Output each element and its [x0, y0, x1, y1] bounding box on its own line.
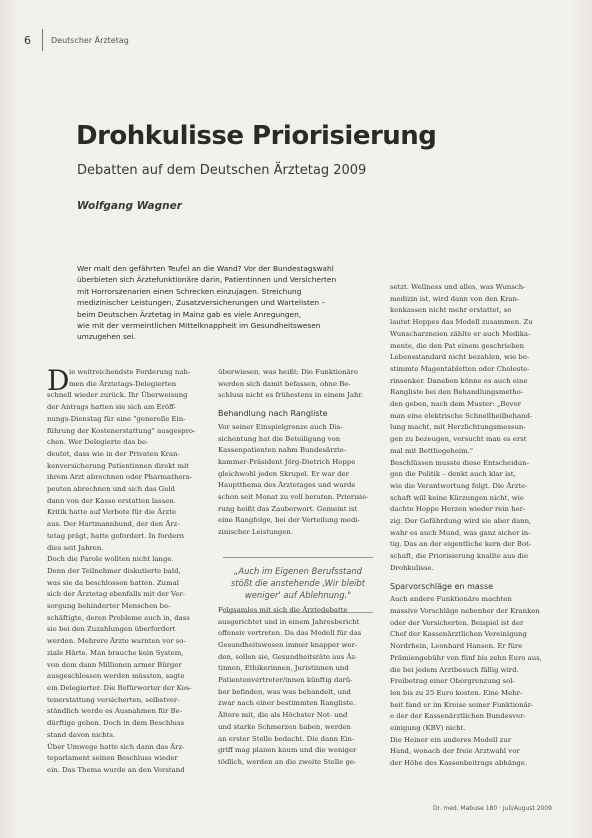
text-line: kammer-Präsident Jörg-Dietrich Hoppe: [218, 457, 356, 466]
text-line: chen. Wer Delegierte das be-: [47, 438, 149, 447]
text-line: Patientenvertreter/innen künftig darü-: [218, 676, 353, 685]
text-line: ber befinden, was was behandelt, und: [218, 687, 351, 696]
text-line: werden sich damit befassen, ohne Be-: [218, 379, 351, 388]
text-line: überwiesen, was heißt: Die Funktionäre: [218, 368, 359, 376]
text-line: der Antrags hatten sie sich am Eröff-: [47, 403, 177, 412]
text-line: griff mag planen kaum und die weniger: [218, 746, 357, 755]
column-middle-intro: [218, 367, 376, 402]
text-line: ein Delegierter. Die Befürworter der Kos-: [47, 683, 192, 692]
text-line: stand davon nichts.: [47, 730, 116, 739]
subhead-behandlung: Behandlung nach Rangliste: [218, 409, 328, 419]
article-title: Drohkulisse Priorisierung: [76, 121, 437, 151]
text-line: offensiv vertreten. Da das Modell für das: [218, 629, 362, 638]
text-line: dann von der Kasse erstatten lassen.: [47, 496, 176, 505]
lead-line: wie mit der vermeintlichen Mittelknappheit im Gesundheitswesen: [77, 321, 321, 331]
text-line: sich der Ärztetag ebenfalls mit der Ver-: [47, 590, 185, 599]
text-line: peuten abrechnen und sich das Geld: [47, 485, 175, 494]
text-line: rung heißt das Zauberwort. Gemeint ist: [218, 504, 358, 513]
lead-line: überbieten sich Ärztefunktionäre darin, Patientinnen und Versicherten: [77, 275, 337, 285]
text-line: dies seit Jahren.: [47, 543, 104, 552]
text-line: man eine elektrische Schnellheilbehand-: [390, 411, 533, 420]
text-line: heit fand er im Kreise seiner Funktionär-: [390, 700, 534, 709]
text-line: aus. Der Hartmannbund, der den Ärz-: [47, 520, 180, 529]
lead-line: beim Deutschen Ärztetag in Mainz gab es viele Anregungen,: [77, 309, 302, 319]
pull-quote-line: stößt die anstehende ‚Wir bleibt: [230, 578, 366, 588]
text-line: ständlich werde es Ausnahmen für Be-: [47, 707, 183, 716]
text-line: gen zu bezeugen, versucht man es erst: [390, 435, 527, 444]
article-subtitle: Debatten auf dem Deutschen Ärztetag 2009: [77, 163, 367, 178]
text-line: ein. Das Thema wurde an den Vorstand: [47, 765, 185, 774]
text-line: len bis zu 25 Euro kosten. Eine Mehr-: [390, 688, 523, 697]
text-line: wahr es auch Mund, was ganz sicher in-: [390, 528, 531, 537]
text-line: zwar nach einer bestimmten Rangliste.: [218, 699, 356, 708]
text-line: den, sollen sie, Gesundheitsräte aus Äz-: [218, 652, 358, 661]
text-line: rinsenker. Daneben könne es auch eine: [390, 376, 528, 385]
text-line: mal mit Bettliegeheim.": [390, 446, 474, 455]
header-divider: [42, 29, 43, 51]
text-line: schaft will keine Kürzungen nicht, wie: [390, 493, 524, 502]
text-line: Lebensstandard nicht bezahlen, wie be-: [390, 353, 530, 362]
text-line: Folgsamlos mit sich die Ärztedebatte: [218, 605, 348, 614]
text-line: Nordrhein, Leonhard Hansen. Er füre: [390, 642, 523, 651]
text-line: Wunscharzneien zählte er auch Medika-: [390, 329, 531, 338]
lead-line: mit Horrorszenarien einen Schrecken einzujagen. Streichung: [77, 286, 302, 296]
article-lead: [77, 263, 352, 343]
text-line: wie die Verantwortung folgt. Die Ärzte-: [390, 481, 528, 490]
drop-cap: D: [47, 364, 70, 397]
text-line: Denn der Teilnehmer diskutierte bald,: [47, 566, 181, 575]
text-line: Hand, wonach der freie Arztwahl vor: [390, 747, 520, 756]
text-line: men die Ärztetags-Delegierten: [69, 379, 177, 388]
text-line: dachte Hoppe Herzen wieder rein her-: [390, 505, 526, 514]
text-line: teparlament seinen Beschluss wieder: [47, 754, 178, 763]
page-footer: Dr. med. Mabuse 180 · Juli/August 2009: [433, 805, 552, 812]
text-line: nungs-Dienstag für eine "generelle Ein-: [47, 414, 186, 423]
section-label: Deutscher Ärztetag: [51, 35, 129, 45]
text-line: lautet Hoppes das Modell zusammen. Zu: [390, 318, 533, 327]
lead-line: umzugehen sei.: [77, 332, 136, 342]
subhead-sparvorschlaege: Sparvorschläge en masse: [390, 581, 494, 591]
text-line: Gesundheitswesen immer knapper wer-: [218, 640, 358, 649]
pull-quote-line: „Auch im Eigenen Berufsstand: [234, 566, 362, 576]
column-middle-body: [218, 422, 376, 539]
text-line: Kassenpatienten nahm Bundesärzte-: [218, 446, 347, 455]
text-line: Freibetrag einer Obergrenzung sol-: [390, 677, 515, 686]
text-line: gen die Politik – denkt auch klar ist,: [390, 470, 516, 479]
text-line: den geben, nach dem Muster: „Bevor: [390, 400, 521, 409]
text-line: Rangliste bei den Behandlungsmetho-: [390, 388, 524, 397]
text-line: Drohkulisse.: [390, 563, 434, 572]
text-line: Doch die Parole wollten nicht lange.: [47, 555, 174, 564]
pull-quote: [223, 557, 373, 613]
running-header: [24, 30, 129, 50]
text-line: und starke Schmerzen haben, werden: [218, 722, 351, 731]
text-line: dürftige geben. Doch in dem Beschluss: [47, 719, 185, 728]
text-line: zinischer Leistungen.: [218, 528, 294, 537]
text-line: einigung (KBV) nicht.: [390, 724, 466, 733]
text-line: schaft, die Priorisierung knallte aus die: [390, 552, 529, 561]
text-line: sie bei den Zuzahlungen überfordert: [47, 625, 176, 634]
text-line: was sie da beschlossen hatten. Zumal: [47, 578, 179, 587]
column-right: [390, 282, 550, 770]
column-middle-continued: [218, 605, 376, 769]
text-line: oder der Versicherten. Beispiel ist der: [390, 618, 524, 627]
lead-line: Wer malt den gefährten Teufel an die Wand? Vor der Bundestagswahl: [77, 264, 334, 273]
article-author: Wolfgang Wagner: [77, 200, 182, 212]
text-line: massive Vorschläge nebenher der Kranken: [390, 606, 540, 615]
text-line: tetag prägt, hatte gefordert. In fordern: [47, 531, 185, 540]
column-left: [47, 364, 205, 777]
text-line: lung macht, mit Herzlichtungsmessun-: [390, 423, 526, 432]
text-line: kenversicherung Patientinnen direkt mit: [47, 461, 189, 470]
text-line: kenkassen nicht mehr erstattet, so: [390, 306, 512, 315]
text-line: Beschlüssen musste diese Entscheidun-: [390, 458, 529, 467]
text-line: ziale Härte. Man brauche kein System,: [47, 648, 184, 657]
text-line: schnell wieder zurück. Ihr Überweisung: [47, 391, 188, 400]
text-line: Hauptthema des Ärztetages und wurde: [218, 481, 356, 490]
column-right-body: [390, 594, 550, 770]
text-line: Kritik hatte auf Verbote für die Ärzte: [47, 508, 177, 517]
text-line: schon seit Monat zu voll beraten. Priorisie-: [218, 493, 369, 502]
text-line: schäftigte, deren Probleme auch in, dass: [47, 613, 190, 622]
column-right-intro: [390, 282, 550, 575]
text-line: Prämiengebühr von fünf bis zehn Euro aus,: [390, 653, 542, 662]
text-line: an erster Stelle bedacht. Die dann Ein-: [218, 734, 355, 743]
text-line: schluss nicht es frühestens in einem Jahr.: [218, 391, 364, 400]
text-line: von dem dann Millionen armer Bürger: [47, 660, 182, 669]
text-line: Chef der Kassenärztlichen Vereinigung: [390, 630, 527, 639]
text-line: tinnen, Ethikerinnen, Juristinnen und: [218, 664, 349, 673]
text-line: sorgung behinderter Menschen be-: [47, 602, 171, 611]
text-line: gleichwohl jeden Skrupel. Er war der: [218, 469, 349, 478]
text-line: mente, die den Pat einem geschrieben: [390, 341, 525, 350]
text-line: ihrem Arzt abrechnen oder Pharmathera-: [47, 473, 193, 482]
text-line: führung der Kostenerstattung" ausgespro-: [47, 426, 196, 435]
text-line: Die Heiner ein anderes Modell zur: [390, 735, 511, 744]
text-line: setzt. Wellness und alles, was Wunsch-: [390, 283, 526, 291]
text-line: die bei jedem Arztbesuch fällig wird.: [390, 665, 519, 674]
text-line: Ältere mit, die als Höchster Not- und: [218, 711, 348, 720]
text-line: eine Rangfolge, bei der Verteilung medi-: [218, 516, 360, 525]
pull-quote-line: weniger' auf Ablehnung.": [244, 590, 352, 600]
text-line: ie weitreichendste Forderung nah-: [69, 368, 191, 376]
text-line: stimmte Magentabletten oder Choleste-: [390, 364, 530, 373]
text-line: e der der Kassenärztlichen Bundesver-: [390, 712, 526, 721]
text-line: ausgeschlossen werden müssten, sagte: [47, 672, 185, 681]
text-line: tödlich, werden an die zweite Stelle ge-: [218, 757, 357, 766]
text-line: Vor seiner Einspielgrenze auch Dis-: [218, 422, 343, 431]
text-line: werden. Mehrere Ärzte warnten vor so-: [47, 637, 186, 646]
text-line: deutet, dass wie in der Privaten Kran-: [47, 449, 180, 458]
text-line: Auch andere Funktionäre machten: [390, 595, 512, 604]
page-number: 6: [24, 33, 31, 47]
text-line: sichentung hat die Beteiligung von: [218, 434, 341, 443]
text-line: ausgerichtet und in einem Jahresbericht: [218, 617, 360, 626]
text-line: der Höhe des Kassenbeitrags abhänge.: [390, 759, 528, 768]
text-line: tig. Das an der eigentliche kern der Bot-: [390, 540, 532, 549]
text-line: zig. Der Gefährdung wird sie aber dann,: [390, 517, 532, 526]
text-line: medizin ist, wird dann von den Kran-: [390, 294, 520, 303]
lead-line: medizinischer Leistungen, Zusatzversicherungen und Wartelisten –: [77, 298, 326, 308]
text-line: Über Umwege hatte sich dann das Ärz-: [47, 742, 185, 751]
text-line: tenerstattung versicherten, selbstver-: [47, 695, 180, 704]
